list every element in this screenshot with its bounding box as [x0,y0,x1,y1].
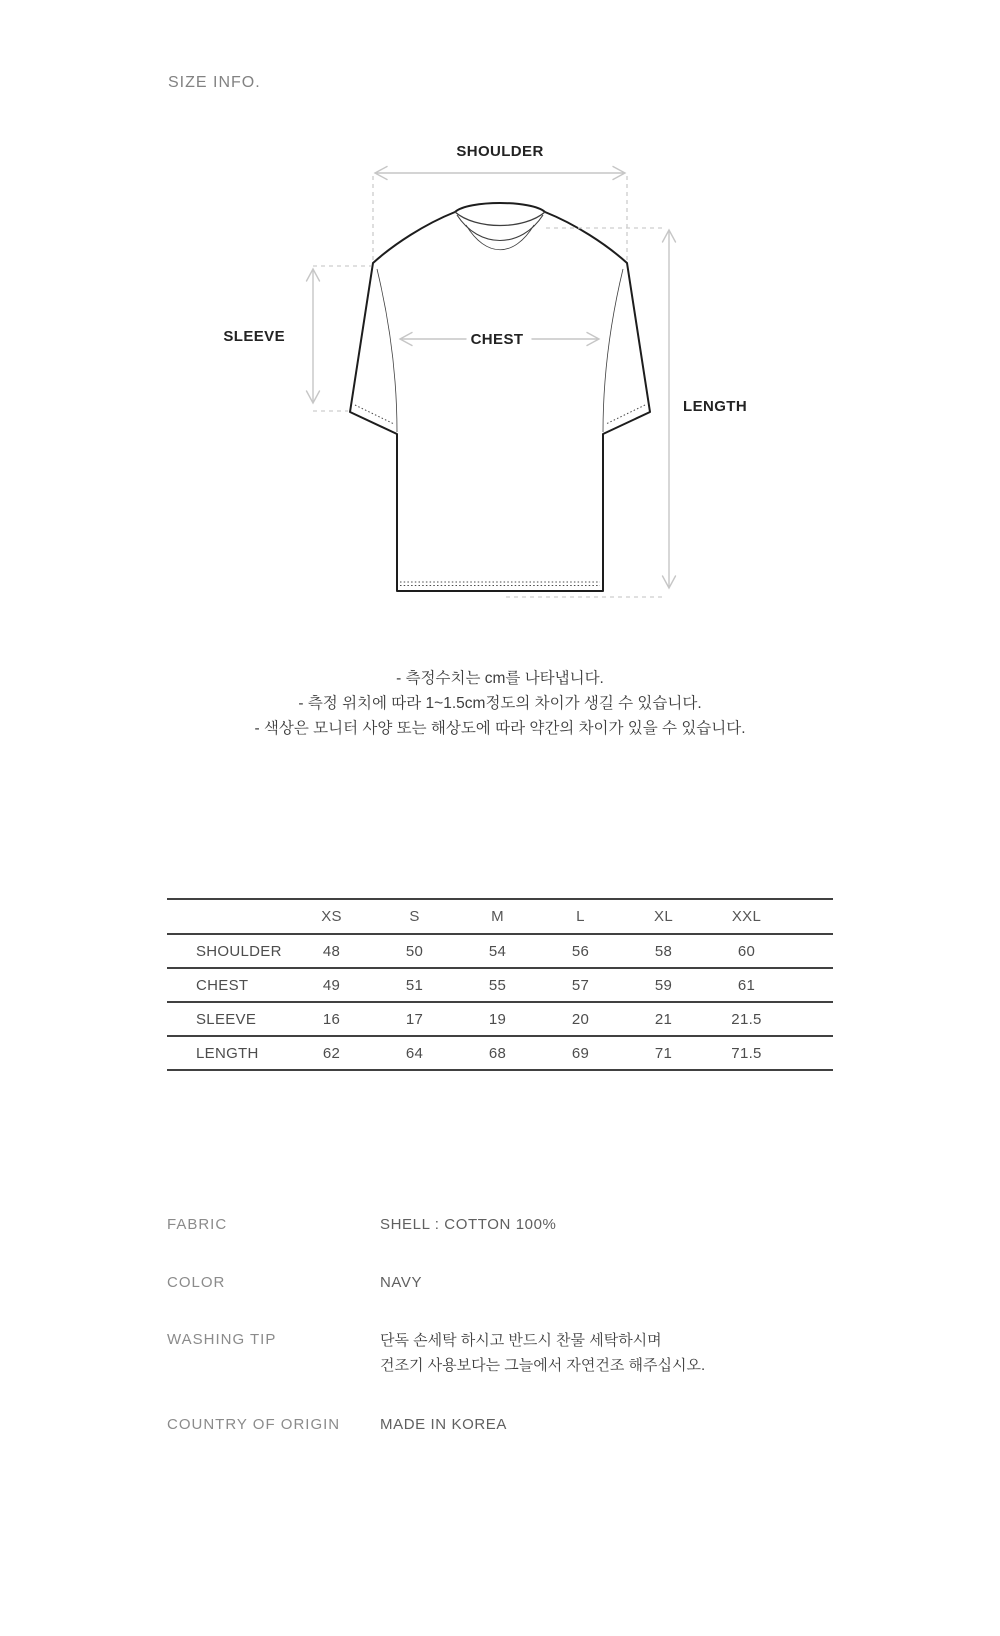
washing-tip-value [380,1328,705,1378]
fabric-label: FABRIC [167,1216,228,1233]
size-value: 68 [488,1044,507,1062]
tshirt-measurement-diagram [223,128,748,613]
size-column-header: XXL [731,908,762,925]
size-table-spacer-cell [788,1036,833,1070]
size-table-spacer-cell [788,899,833,934]
size-value: 60 [737,942,756,960]
washing-tip-label: WASHING TIP [167,1331,277,1348]
chest-measure-label: CHEST [470,331,524,348]
table-row-shoulder [167,934,833,968]
size-value: 56 [571,942,590,960]
fabric-value: SHELL : COTTON 100% [380,1216,557,1233]
shoulder-arrow [375,167,625,180]
length-arrow [663,230,676,588]
size-value: 48 [322,942,341,960]
size-value: 58 [654,942,673,960]
size-table-header-row [167,899,833,934]
size-value: 59 [654,976,673,994]
size-value: 57 [571,976,590,994]
tshirt-outline [350,203,650,591]
row-label: LENGTH [196,1044,259,1062]
size-value: 55 [488,976,507,994]
size-value: 21.5 [731,1010,762,1028]
table-row-sleeve [167,1002,833,1036]
row-label: SLEEVE [196,1010,257,1028]
size-table-spacer-cell [788,1002,833,1036]
size-value: 54 [488,942,507,960]
size-table-spacer-cell [788,934,833,968]
country-of-origin-value: MADE IN KOREA [380,1416,507,1433]
note-line: - 색상은 모니터 사양 또는 해상도에 따라 약간의 차이가 있을 수 있습니다. [254,720,746,737]
length-measure-label: LENGTH [683,398,748,415]
size-value: 71.5 [731,1044,762,1062]
size-value: 62 [322,1044,341,1062]
info-row-fabric [167,1217,867,1233]
size-column-header: XS [321,908,342,925]
row-label: CHEST [196,976,249,994]
size-value: 64 [405,1044,424,1062]
row-label: SHOULDER [196,942,282,960]
measurement-notes [0,666,1000,741]
sleeve-measure-label: SLEEVE [223,328,285,345]
size-column-header: M [491,908,504,925]
size-table-spacer-cell [788,968,833,1002]
info-row-country-of-origin [167,1417,867,1433]
sleeve-arrow [307,269,320,403]
size-column-header: L [576,908,585,925]
tshirt-diagram-svg [270,128,730,613]
size-value: 19 [488,1010,507,1028]
color-value: NAVY [380,1274,423,1291]
size-column-header: S [409,908,420,925]
size-value: 17 [405,1010,424,1028]
shoulder-measure-label: SHOULDER [456,143,544,160]
size-value: 16 [322,1010,341,1028]
info-row-washing-tip [167,1331,867,1374]
table-row-chest [167,968,833,1002]
color-label: COLOR [167,1274,226,1291]
size-value: 50 [405,942,424,960]
size-value: 71 [654,1044,673,1062]
size-value: 21 [654,1010,673,1028]
size-value: 69 [571,1044,590,1062]
size-value: 51 [405,976,424,994]
size-column-header: XL [654,908,673,925]
size-value: 61 [737,976,756,994]
table-row-length [167,1036,833,1070]
washing-tip-line: 단독 손세탁 하시고 반드시 찬물 세탁하시며 [380,1332,662,1349]
page-title: SIZE INFO. [168,74,261,91]
washing-tip-line: 건조기 사용보다는 그늘에서 자연건조 해주십시오. [380,1357,706,1374]
size-value: 20 [571,1010,590,1028]
size-table-corner-cell [167,899,290,934]
note-line: - 측정 위치에 따라 1~1.5cm정도의 차이가 생길 수 있습니다. [298,695,702,712]
info-row-color [167,1275,867,1291]
size-table [167,898,833,1071]
note-line: - 측정수치는 cm를 나타냅니다. [396,670,604,687]
size-value: 49 [322,976,341,994]
country-of-origin-label: COUNTRY OF ORIGIN [167,1416,341,1433]
